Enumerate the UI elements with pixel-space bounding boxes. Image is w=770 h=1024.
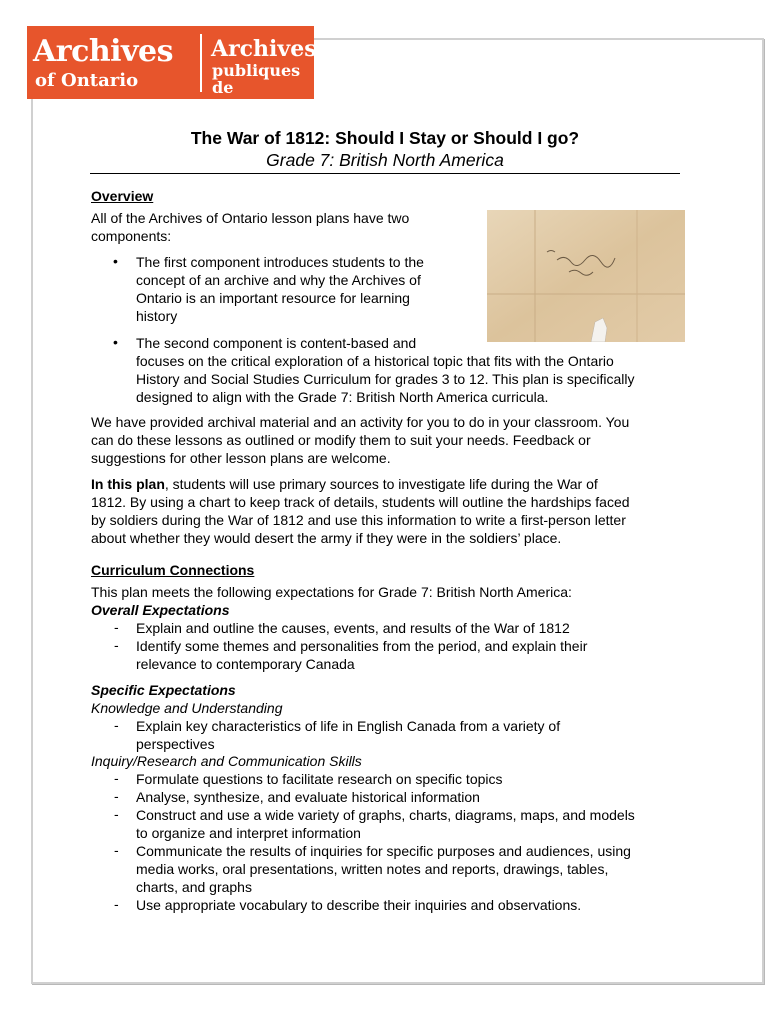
bullet1-line: The first component introduces students to the	[136, 254, 424, 270]
logo-separator	[200, 34, 202, 92]
overall-expectations-heading: Overall Expectations	[91, 602, 230, 618]
dash-marker: -	[114, 637, 119, 653]
irc-item-line: Formulate questions to facilitate research on specific topics	[136, 771, 503, 787]
bullet2-line: designed to align with the Grade 7: British North America curricula.	[136, 389, 549, 405]
irc-item-line: Construct and use a wide variety of graphs, charts, diagrams, maps, and models	[136, 807, 635, 823]
specific-expectations-heading: Specific Expectations	[91, 682, 236, 698]
bullet-dot: •	[113, 253, 118, 269]
bullet2-line: The second component is content-based and	[136, 335, 417, 351]
bullet1-line: history	[136, 308, 178, 324]
ku-item-line: Explain key characteristics of life in English Canada from a variety of	[136, 718, 561, 734]
title-rule	[90, 173, 680, 174]
curriculum-heading: Curriculum Connections	[91, 562, 255, 578]
overview-heading: Overview	[91, 188, 154, 204]
archives-of-ontario-logo	[27, 26, 317, 116]
overall-item-line: Explain and outline the causes, events, and results of the War of 1812	[136, 620, 570, 636]
dash-marker: -	[114, 896, 119, 912]
dash-marker: -	[114, 770, 119, 786]
logo-en-line2: of Ontario	[35, 70, 139, 91]
bullet2-line: History and Social Studies Curriculum for grades 3 to 12. This plan is specifically	[136, 371, 635, 387]
dash-marker: -	[114, 842, 119, 858]
curriculum-intro: This plan meets the following expectations for Grade 7: British North America:	[91, 584, 572, 600]
plan-line: by soldiers during the War of 1812 and use this information to write a first-person letter	[91, 512, 626, 528]
document-title: The War of 1812: Should I Stay or Should I go?	[190, 128, 580, 148]
bullet2-line: focuses on the critical exploration of a historical topic that fits with the Ontario	[136, 353, 614, 369]
overall-item-line: relevance to contemporary Canada	[136, 656, 355, 672]
logo-fr-line1: Archives	[211, 36, 317, 62]
inquiry-heading: Inquiry/Research and Communication Skills	[91, 753, 362, 769]
document-subtitle: Grade 7: British North America	[266, 150, 504, 170]
irc-item-line: Analyse, synthesize, and evaluate historical information	[136, 789, 480, 805]
dash-marker: -	[114, 619, 119, 635]
dash-marker: -	[114, 806, 119, 822]
overview-intro-line: components:	[91, 228, 172, 244]
knowledge-understanding-heading: Knowledge and Understanding	[91, 700, 283, 716]
irc-item-line: media works, oral presentations, written notes and reports, drawings, tables,	[136, 861, 609, 877]
overview-paragraph-line: We have provided archival material and an activity for you to do in your classroom. You	[91, 414, 630, 430]
bullet1-line: concept of an archive and why the Archives of	[136, 272, 421, 288]
overall-item-line: Identify some themes and personalities from the period, and explain their	[136, 638, 588, 654]
archival-letter-photo	[487, 210, 685, 342]
plan-line-text: , students will use primary sources to investigate life during the War of	[164, 476, 598, 492]
plan-bold-lead: In this plan	[91, 476, 165, 492]
irc-item-line: charts, and graphs	[136, 879, 252, 895]
logo-fr-line3: de l'Ontario	[212, 78, 292, 116]
overview-paragraph-line: suggestions for other lesson plans are welcome.	[91, 450, 391, 466]
logo-en-line1: Archives	[33, 34, 173, 69]
overview-intro-line: All of the Archives of Ontario lesson plans have two	[91, 210, 410, 226]
bullet1-line: Ontario is an important resource for learning	[136, 290, 410, 306]
plan-line: about whether they would desert the army if they were in the soldiers’ place.	[91, 530, 562, 546]
ku-item-line: perspectives	[136, 736, 215, 752]
logo-fr-line2: publiques	[212, 61, 301, 80]
dash-marker: -	[114, 788, 119, 804]
plan-line	[91, 475, 598, 493]
dash-marker: -	[114, 717, 119, 733]
bullet-dot: •	[113, 334, 118, 350]
irc-item-line: Use appropriate vocabulary to describe their inquiries and observations.	[136, 897, 582, 913]
irc-item-line: Communicate the results of inquiries for specific purposes and audiences, using	[136, 843, 631, 859]
irc-item-line: to organize and interpret information	[136, 825, 361, 841]
plan-line: 1812. By using a chart to keep track of details, students will outline the hardships faced	[91, 494, 630, 510]
overview-paragraph-line: can do these lessons as outlined or modify them to suit your needs. Feedback or	[91, 432, 591, 448]
